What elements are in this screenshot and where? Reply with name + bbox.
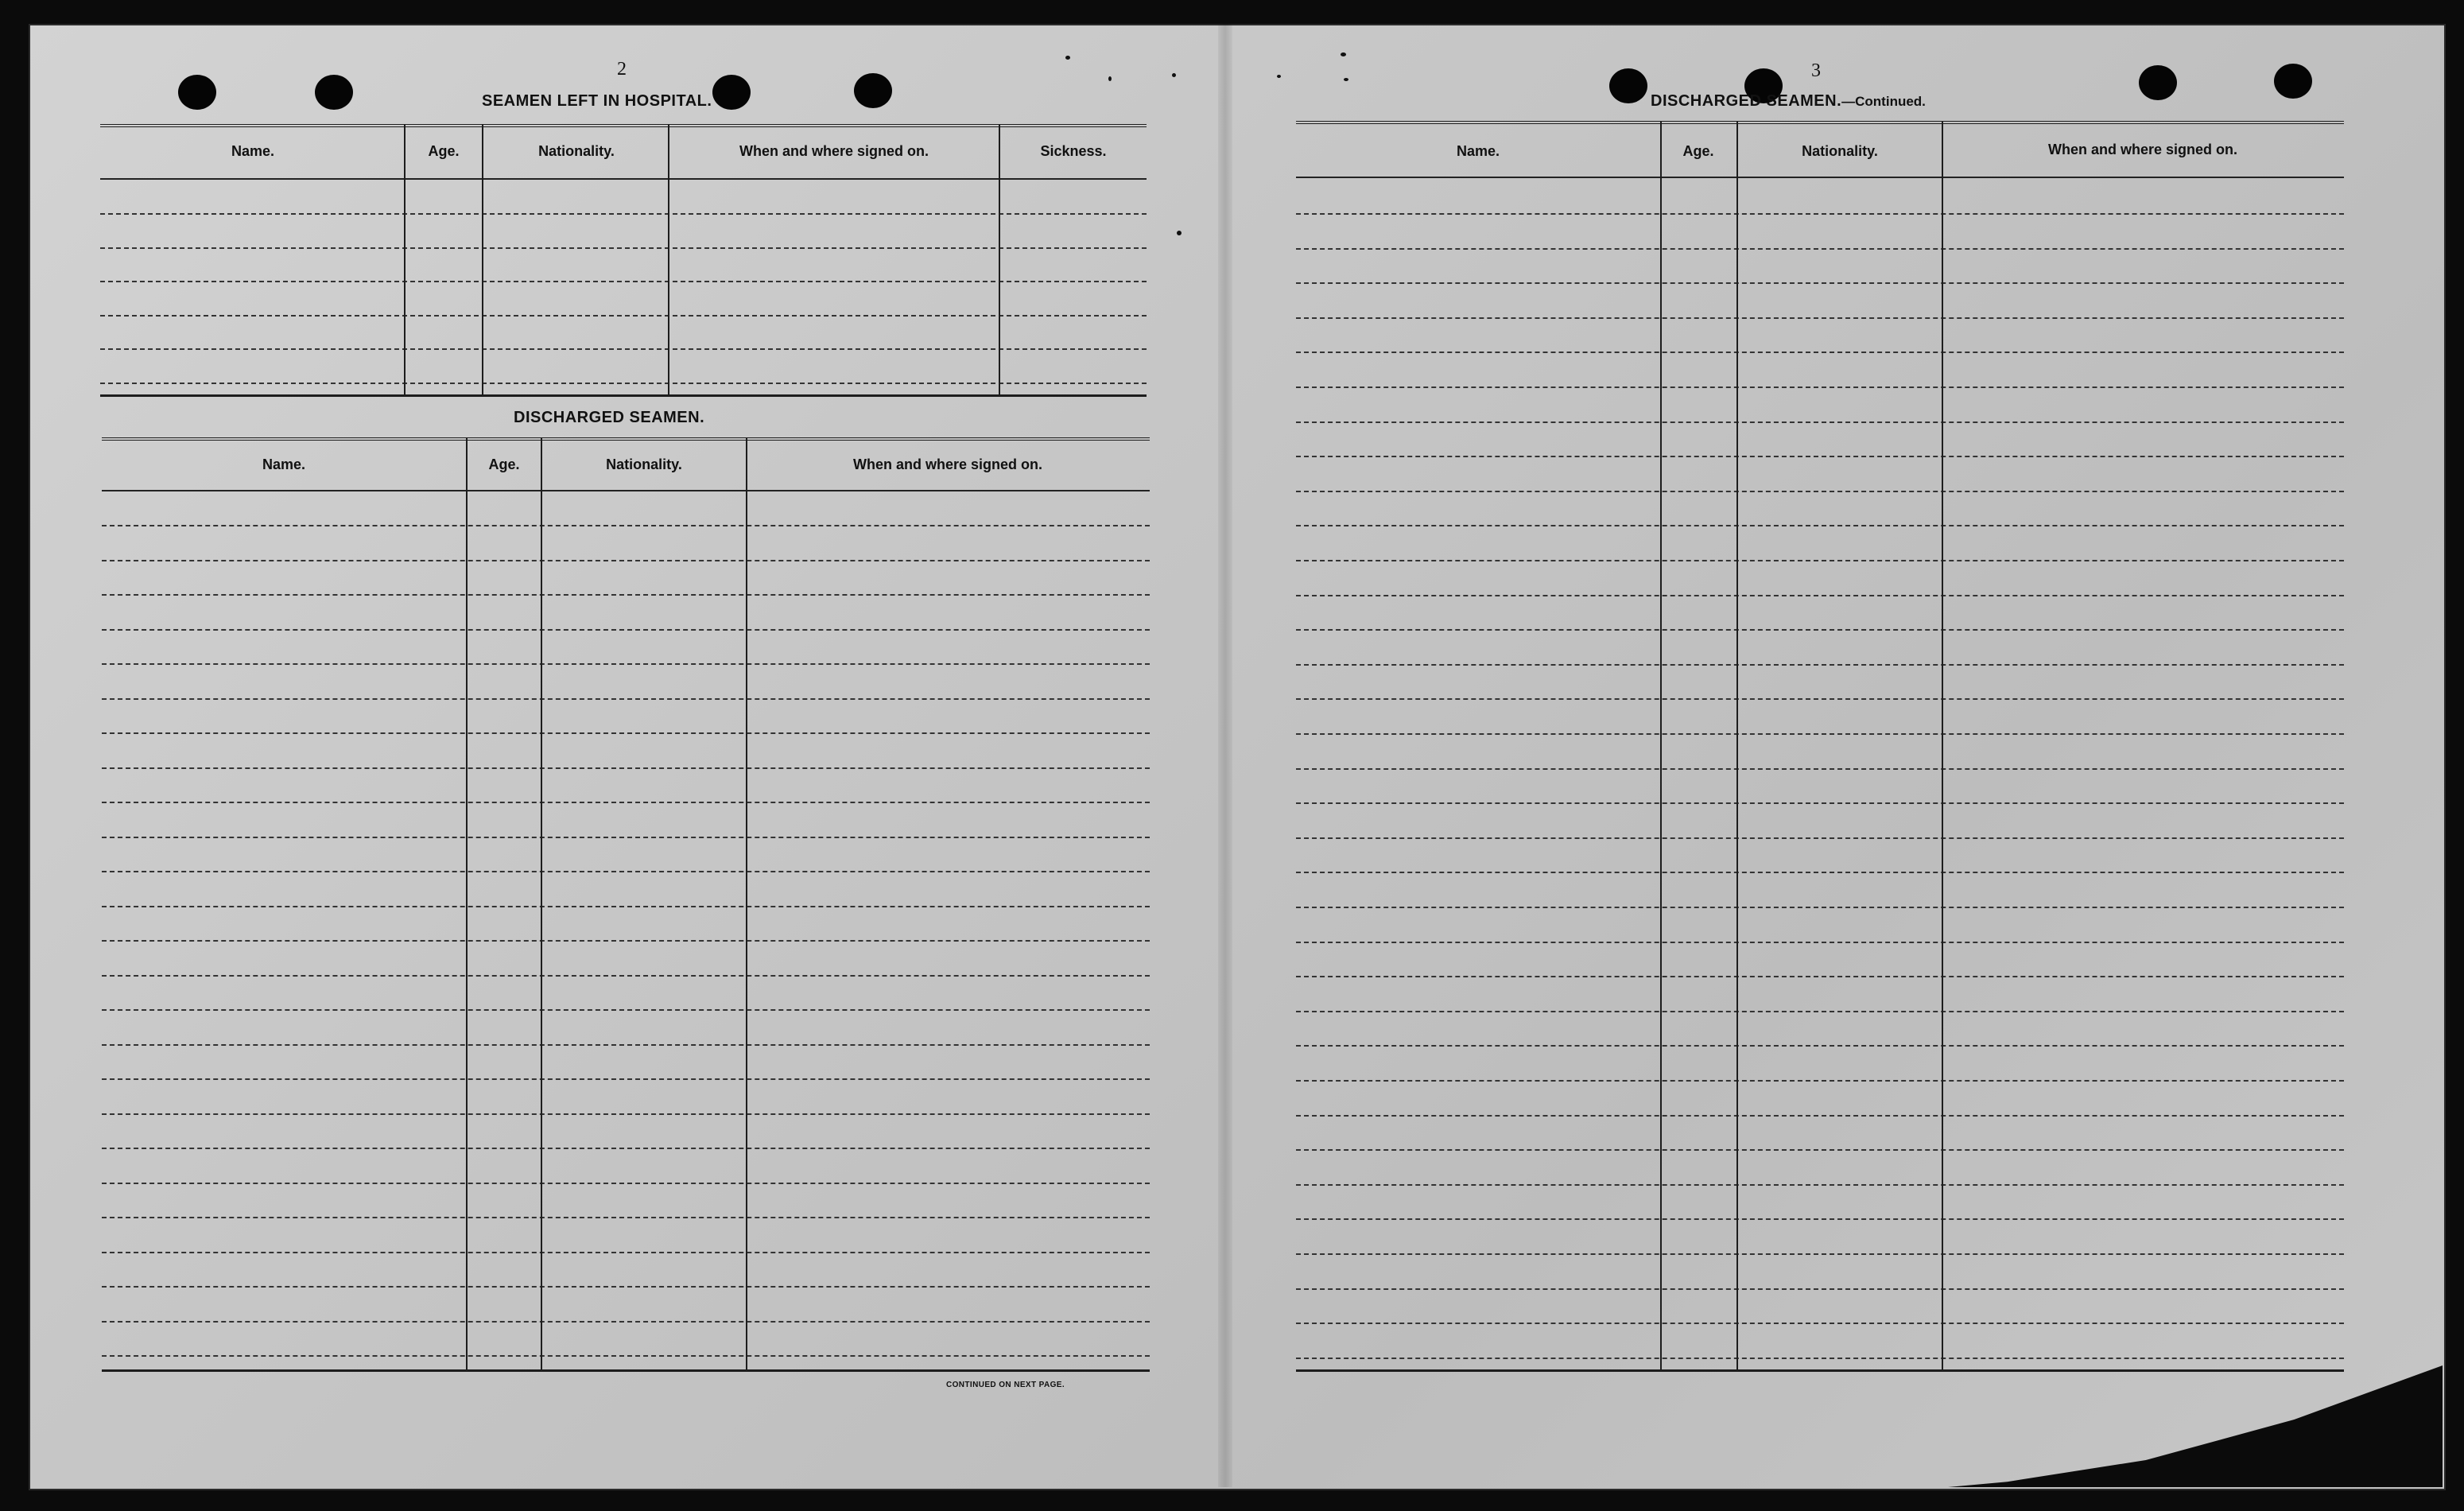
dotted-entry-line bbox=[1296, 317, 2344, 319]
dotted-entry-line bbox=[102, 1321, 1150, 1323]
column-divider bbox=[1660, 121, 1662, 1369]
dotted-entry-line bbox=[100, 315, 1147, 317]
dotted-entry-line bbox=[102, 1044, 1150, 1046]
column-divider bbox=[404, 124, 405, 394]
top-rule bbox=[102, 437, 1150, 443]
punch-hole bbox=[178, 75, 216, 110]
col-header-name: Name. bbox=[1456, 143, 1500, 159]
dotted-entry-line bbox=[1296, 525, 2344, 526]
dotted-entry-line bbox=[1296, 386, 2344, 388]
punch-hole bbox=[854, 73, 892, 108]
dotted-entry-line bbox=[1296, 1184, 2344, 1186]
discharged-section-title: DISCHARGED SEAMEN. bbox=[514, 409, 705, 426]
column-divider bbox=[746, 437, 747, 1369]
bottom-rule bbox=[102, 1369, 1150, 1372]
center-fold bbox=[1218, 24, 1232, 1487]
dotted-entry-line bbox=[102, 698, 1150, 700]
col-header-name: Name. bbox=[262, 456, 306, 472]
dotted-entry-line bbox=[1296, 248, 2344, 250]
col-header-age: Age. bbox=[428, 143, 460, 159]
dotted-entry-line bbox=[1296, 664, 2344, 666]
dotted-entry-line bbox=[1296, 1253, 2344, 1255]
dotted-entry-line bbox=[102, 663, 1150, 665]
dotted-entry-line bbox=[1296, 213, 2344, 215]
dotted-entry-line bbox=[100, 247, 1147, 249]
punch-hole bbox=[712, 75, 751, 110]
col-header-name: Name. bbox=[231, 143, 275, 159]
bottom-rule bbox=[1296, 1369, 2344, 1372]
dotted-entry-line bbox=[102, 975, 1150, 977]
form-sheet bbox=[29, 24, 2446, 1490]
column-divider bbox=[999, 124, 1000, 394]
dotted-entry-line bbox=[1296, 698, 2344, 700]
dotted-entry-line bbox=[1296, 1358, 2344, 1359]
dotted-entry-line bbox=[1296, 976, 2344, 977]
punch-hole bbox=[2274, 64, 2312, 99]
ink-speck bbox=[1172, 73, 1176, 77]
dotted-entry-line bbox=[1296, 595, 2344, 596]
dotted-entry-line bbox=[1296, 1011, 2344, 1012]
dotted-entry-line bbox=[102, 525, 1150, 526]
dotted-entry-line bbox=[1296, 456, 2344, 457]
bottom-rule bbox=[100, 394, 1147, 397]
punch-hole bbox=[315, 75, 353, 110]
col-header-nationality: Nationality. bbox=[538, 143, 615, 159]
dotted-entry-line bbox=[100, 281, 1147, 282]
ink-speck bbox=[1108, 76, 1112, 81]
discharged-continued-main: DISCHARGED SEAMEN. bbox=[1651, 92, 1842, 110]
continued-suffix: —Continued. bbox=[1841, 94, 1926, 109]
column-divider bbox=[668, 124, 669, 394]
column-divider bbox=[466, 437, 468, 1369]
header-rule bbox=[100, 178, 1147, 180]
col-header-age: Age. bbox=[1682, 143, 1714, 159]
dotted-entry-line bbox=[102, 906, 1150, 907]
dotted-entry-line bbox=[1296, 352, 2344, 353]
column-divider bbox=[541, 437, 542, 1369]
header-rule bbox=[1296, 177, 2344, 178]
ink-speck bbox=[1177, 231, 1182, 235]
dotted-entry-line bbox=[102, 1183, 1150, 1184]
col-header-when-where: When and where signed on. bbox=[2047, 142, 2238, 157]
top-rule bbox=[100, 124, 1147, 130]
dotted-entry-line bbox=[1296, 837, 2344, 839]
col-header-sickness: Sickness. bbox=[1040, 143, 1107, 159]
dotted-entry-line bbox=[102, 1286, 1150, 1288]
dotted-entry-line bbox=[1296, 1149, 2344, 1151]
header-rule bbox=[102, 490, 1150, 491]
dotted-entry-line bbox=[102, 1355, 1150, 1357]
dotted-entry-line bbox=[1296, 1080, 2344, 1082]
col-header-nationality: Nationality. bbox=[1802, 143, 1878, 159]
dotted-entry-line bbox=[102, 940, 1150, 942]
dotted-entry-line bbox=[1296, 768, 2344, 770]
top-rule bbox=[1296, 121, 2344, 126]
ink-speck bbox=[1344, 78, 1348, 81]
col-header-nationality: Nationality. bbox=[606, 456, 682, 472]
dotted-entry-line bbox=[102, 732, 1150, 734]
dotted-entry-line bbox=[1296, 872, 2344, 873]
dotted-entry-line bbox=[102, 837, 1150, 838]
column-divider bbox=[1942, 121, 1943, 1369]
column-divider bbox=[1736, 121, 1738, 1369]
dotted-entry-line bbox=[1296, 1045, 2344, 1047]
dotted-entry-line bbox=[102, 1009, 1150, 1011]
dotted-entry-line bbox=[1296, 1115, 2344, 1117]
dotted-entry-line bbox=[100, 383, 1147, 384]
page-number-right: 3 bbox=[1811, 60, 1821, 81]
dotted-entry-line bbox=[102, 594, 1150, 596]
dotted-entry-line bbox=[1296, 1288, 2344, 1290]
dotted-entry-line bbox=[102, 802, 1150, 803]
dotted-entry-line bbox=[1296, 282, 2344, 284]
continued-footer: CONTINUED ON NEXT PAGE. bbox=[946, 1381, 1065, 1389]
dotted-entry-line bbox=[102, 767, 1150, 769]
column-divider bbox=[482, 124, 483, 394]
dotted-entry-line bbox=[1296, 629, 2344, 631]
dotted-entry-line bbox=[1296, 942, 2344, 943]
dotted-entry-line bbox=[102, 629, 1150, 631]
ink-speck bbox=[1277, 75, 1281, 78]
dotted-entry-line bbox=[1296, 907, 2344, 908]
dotted-entry-line bbox=[102, 1217, 1150, 1218]
col-header-age: Age. bbox=[488, 456, 520, 472]
dotted-entry-line bbox=[1296, 421, 2344, 423]
dotted-entry-line bbox=[102, 1113, 1150, 1115]
punch-hole bbox=[1609, 68, 1647, 103]
dotted-entry-line bbox=[1296, 491, 2344, 492]
dotted-entry-line bbox=[102, 1148, 1150, 1149]
dotted-entry-line bbox=[1296, 1323, 2344, 1324]
punch-hole bbox=[2139, 65, 2177, 100]
dotted-entry-line bbox=[102, 1078, 1150, 1080]
col-header-when-where: When and where signed on. bbox=[739, 143, 929, 159]
dotted-entry-line bbox=[102, 560, 1150, 561]
dotted-entry-line bbox=[1296, 802, 2344, 804]
dotted-entry-line bbox=[1296, 1218, 2344, 1220]
page-number-left: 2 bbox=[617, 59, 627, 80]
dotted-entry-line bbox=[102, 1252, 1150, 1253]
ink-speck bbox=[1341, 52, 1346, 56]
discharged-continued-title bbox=[1651, 92, 1926, 111]
hospital-section-title: SEAMEN LEFT IN HOSPITAL. bbox=[482, 92, 712, 110]
dotted-entry-line bbox=[102, 871, 1150, 872]
dotted-entry-line bbox=[1296, 733, 2344, 735]
col-header-when-where: When and where signed on. bbox=[852, 456, 1043, 472]
dotted-entry-line bbox=[100, 213, 1147, 215]
ink-speck bbox=[1065, 56, 1070, 60]
dotted-entry-line bbox=[1296, 560, 2344, 561]
dotted-entry-line bbox=[100, 348, 1147, 350]
